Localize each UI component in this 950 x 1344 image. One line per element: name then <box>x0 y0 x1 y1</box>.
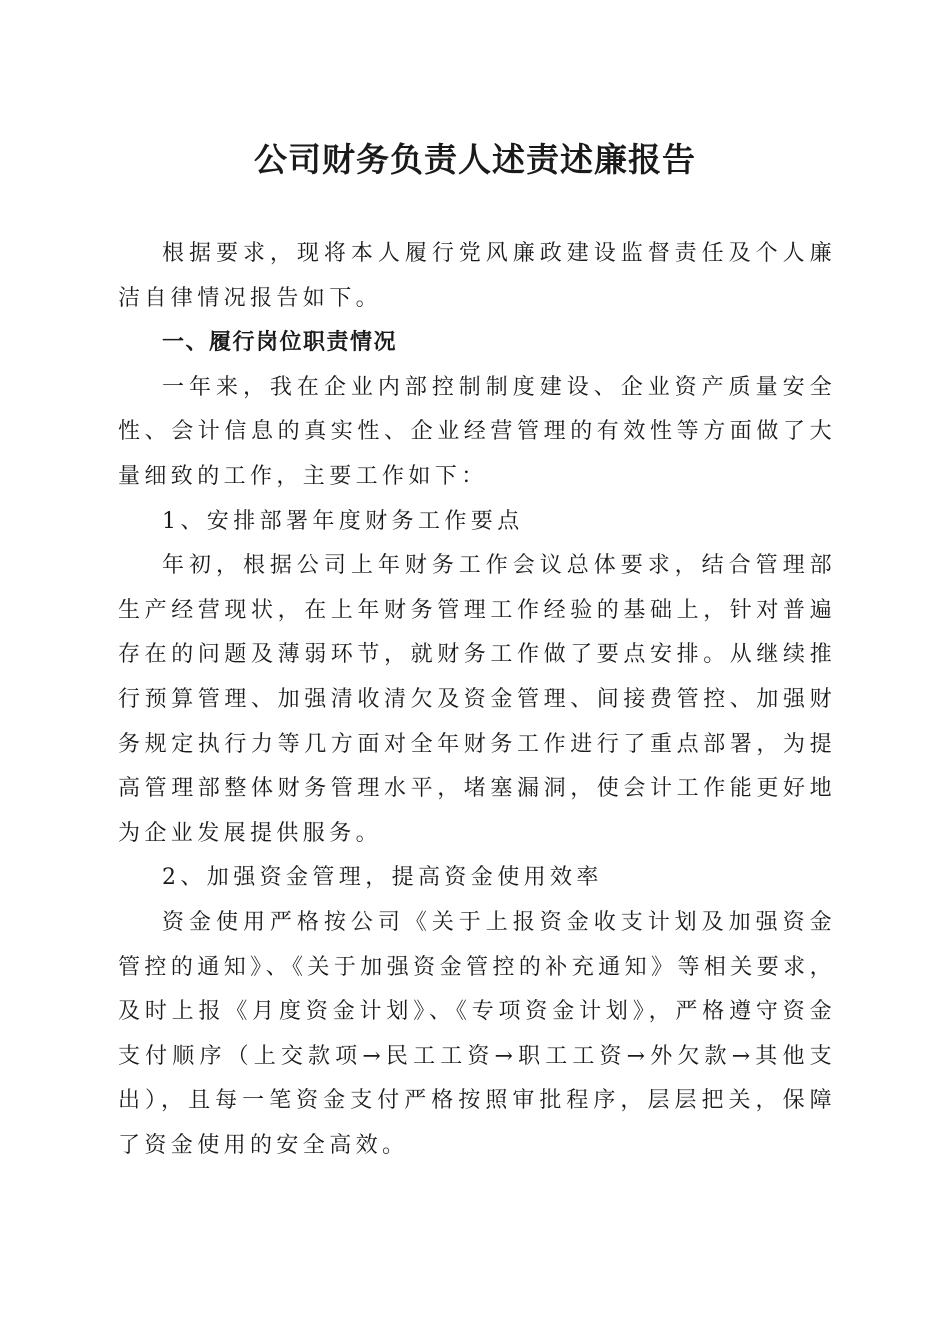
section-heading-1: 一、履行岗位职责情况 <box>162 330 398 356</box>
document-body <box>118 232 836 1168</box>
subheading-1: 1、安排部署年度财务工作要点 <box>162 508 524 534</box>
document-title: 公司财务负责人述责述廉报告 <box>254 140 696 179</box>
intro-paragraph: 根据要求，现将本人履行党风廉政建设监督责任及个人廉洁自律情况报告如下。 <box>118 241 836 311</box>
subheading-2: 2、加强资金管理，提高资金使用效率 <box>162 865 603 891</box>
subsection-2-paragraph: 资金使用严格按公司《关于上报资金收支计划及加强资金管控的通知》、《关于加强资金管控的补充通知》等相关要求，及时上报《月度资金计划》、《专项资金计划》，严格遵守资金支付顺序（上交款项→民工工资→职工工资→外欠款→其他支出），且每一笔资金支付严格按照审批程序，层层把关，保障了资金使用的安全高效。 <box>118 909 836 1158</box>
subsection-1-paragraph: 年初，根据公司上年财务工作会议总体要求，结合管理部生产经营现状，在上年财务管理工作经验的基础上，针对普遍存在的问题及薄弱环节，就财务工作做了要点安排。从继续推行预算管理、加强清收清欠及资金管理、间接费管控、加强财务规定执行力等几方面对全年财务工作进行了重点部署，为提高管理部整体财务管理水平，堵塞漏洞，使会计工作能更好地为企业发展提供服务。 <box>118 553 836 846</box>
section-1-paragraph: 一年来，我在企业内部控制制度建设、企业资产质量安全性、会计信息的真实性、企业经营管理的有效性等方面做了大量细致的工作，主要工作如下： <box>118 374 836 489</box>
